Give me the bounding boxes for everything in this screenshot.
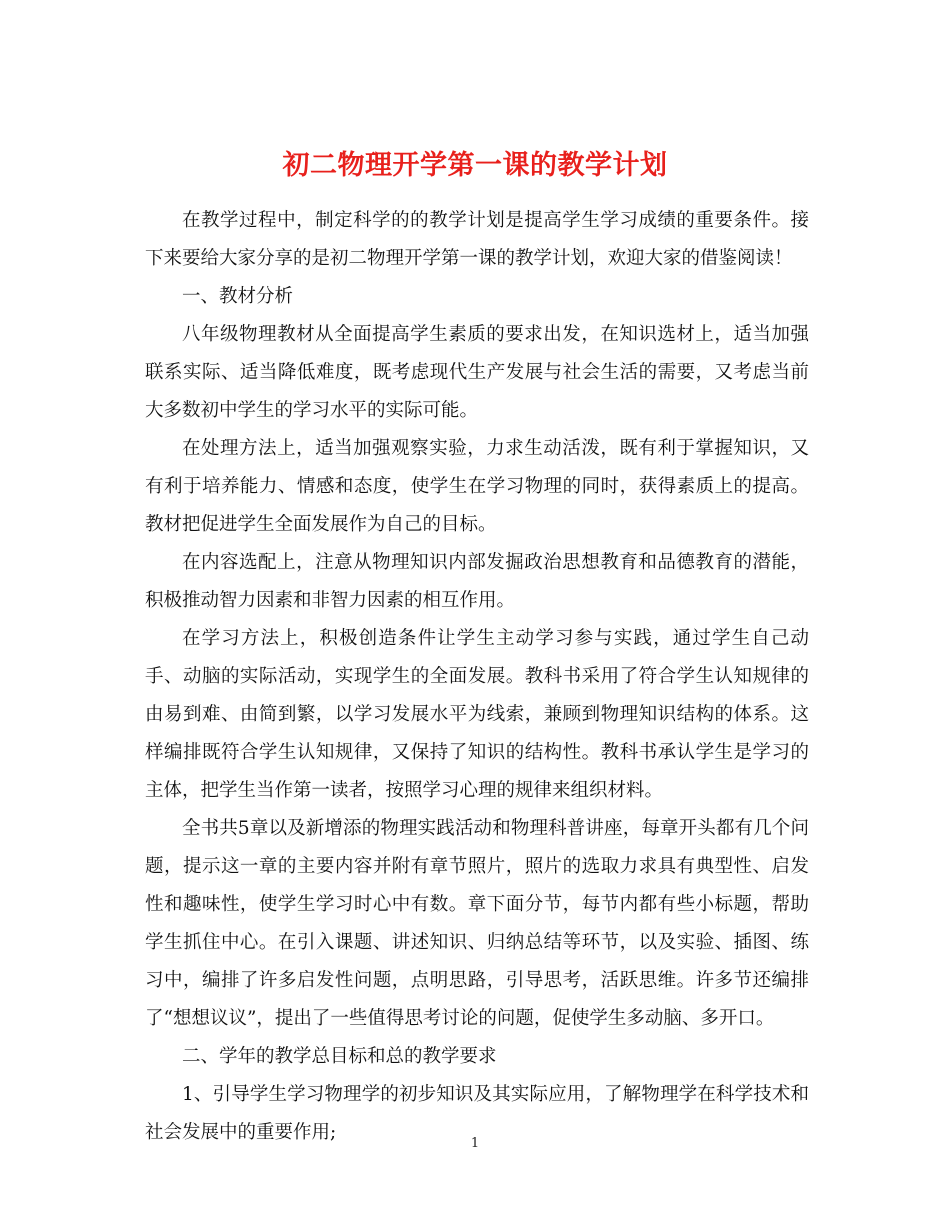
paragraph: 在学习方法上，积极创造条件让学生主动学习参与实践，通过学生自己动手、动脑的实际活动，实现学生的全面发展。教科书采用了符合学生认知规律的由易到难、由简到繁，以学习发展水平为线索，兼顾到物理知识结构的体系。这样编排既符合学生认知规律，又保持了知识的结构性。教科书承认学生是学习的主体，把学生当作第一读者，按照学习心理的规律来组织材料。 bbox=[145, 628, 809, 801]
paragraph: 八年级物理教材从全面提高学生素质的要求出发，在知识选材上，适当加强联系实际、适当降低难度，既考虑现代生产发展与社会生活的需要，又考虑当前大多数初中学生的学习水平的实际可能。 bbox=[145, 324, 809, 421]
paragraph: 在内容选配上，注意从物理知识内部发掘政治思想教育和品德教育的潜能，积极推动智力因素和非智力因素的相互作用。 bbox=[145, 552, 809, 611]
paragraph: 全书共5章以及新增添的物理实践活动和物理科普讲座，每章开头都有几个问题，提示这一章的主要内容并附有章节照片，照片的选取力求具有典型性、启发性和趣味性，使学生学习时心中有数。章下面分节，每节内都有些小标题，帮助学生抓住中心。在引入课题、讲述知识、归纳总结等环节，以及实验、插图、练习中，编排了许多启发性问题，点明思路，引导思考，活跃思维。许多节还编排了“想想议议”，提出了一些值得思考讨论的问题，促使学生多动脑、多开口。 bbox=[145, 818, 809, 1029]
document-body bbox=[145, 202, 809, 1152]
section-heading-textbook-analysis: 一、教材分析 bbox=[182, 286, 294, 307]
page-number: 1 bbox=[470, 1136, 480, 1151]
section-heading-teaching-goals: 二、学年的教学总目标和总的教学要求 bbox=[182, 1046, 497, 1067]
paragraph: 在处理方法上，适当加强观察实验，力求生动活泼，既有利于掌握知识，又有利于培养能力、情感和态度，使学生在学习物理的同时，获得素质上的提高。教材把促进学生全面发展作为自己的目标。 bbox=[145, 438, 809, 535]
paragraph: 1、引导学生学习物理学的初步知识及其实际应用，了解物理学在科学技术和社会发展中的重要作用; bbox=[145, 1084, 809, 1143]
paragraph-intro: 在教学过程中，制定科学的的教学计划是提高学生学习成绩的重要条件。接下来要给大家分享的是初二物理开学第一课的教学计划，欢迎大家的借鉴阅读！ bbox=[145, 210, 809, 269]
document-title: 初二物理开学第一课的教学计划 bbox=[282, 150, 668, 182]
